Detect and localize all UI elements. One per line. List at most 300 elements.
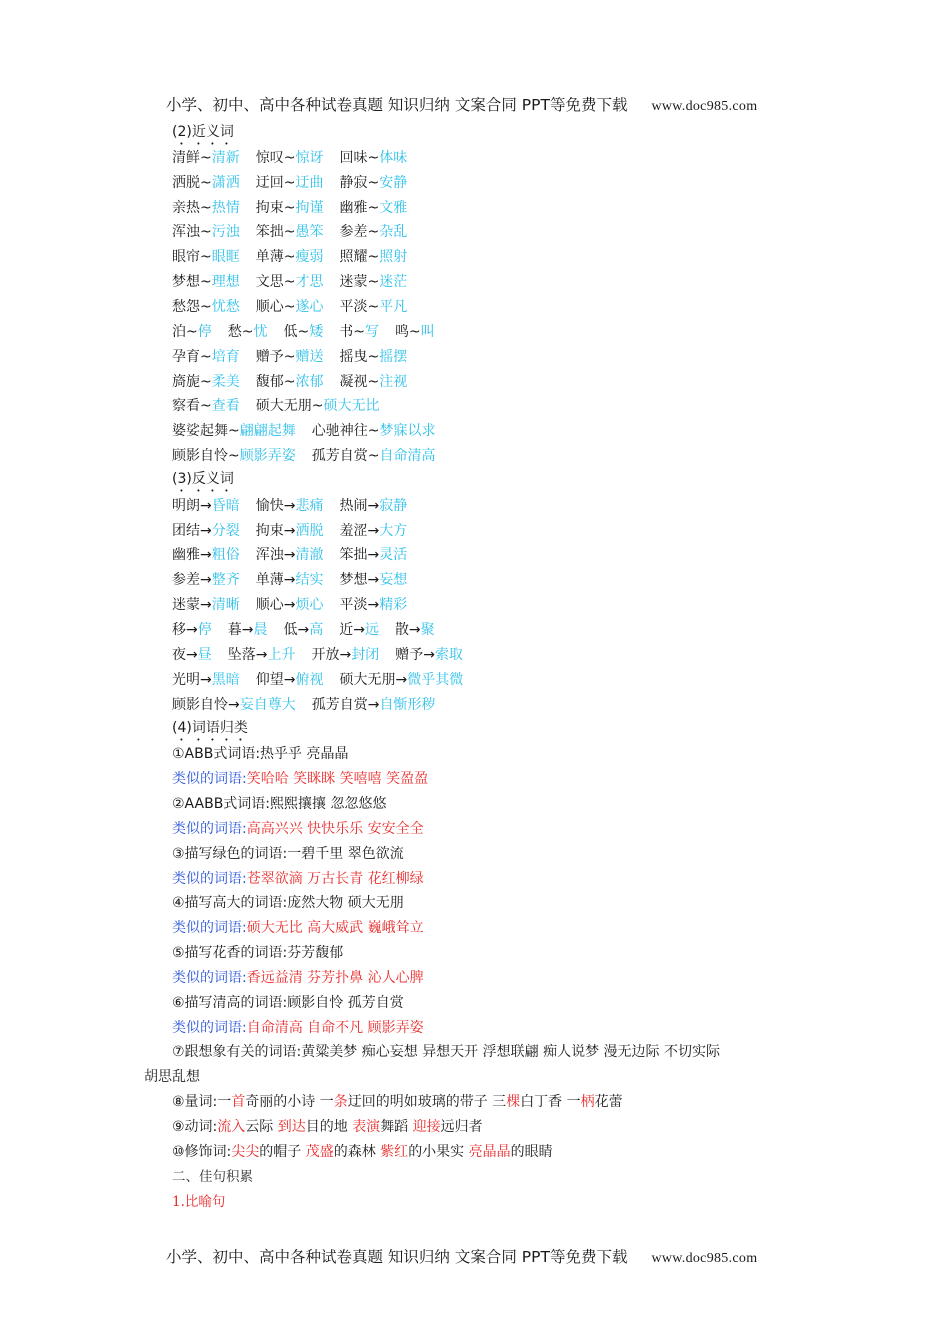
synonyms-answer: 惊讶 bbox=[295, 149, 324, 166]
antonyms-answer: 洒脱 bbox=[295, 522, 324, 539]
synonyms-pair bbox=[172, 297, 240, 317]
synonyms-pair bbox=[256, 247, 324, 267]
antonyms-answer: 远 bbox=[364, 622, 379, 638]
synonyms-word: 亲热~ bbox=[172, 199, 212, 216]
category-head bbox=[172, 844, 404, 864]
synonyms-answer: 体味 bbox=[379, 149, 408, 166]
section-heading: 二、佳句积累 bbox=[172, 1168, 253, 1185]
antonyms-answer: 封闭 bbox=[351, 646, 380, 663]
synonyms-pair bbox=[256, 347, 324, 367]
synonyms-pair bbox=[256, 297, 324, 317]
antonyms-answer: 大方 bbox=[379, 522, 408, 539]
synonyms-word: 愁~ bbox=[227, 323, 254, 340]
similar-words: 硕大无比 高大威武 巍峨耸立 bbox=[246, 920, 424, 937]
synonyms-pair bbox=[256, 198, 324, 218]
synonyms-word: 馥郁~ bbox=[255, 373, 296, 390]
synonyms-pair bbox=[256, 396, 380, 416]
synonyms-word: 幽雅~ bbox=[339, 199, 380, 216]
antonyms-word: 暮→ bbox=[227, 622, 254, 638]
antonyms-word: 平淡→ bbox=[339, 597, 380, 614]
synonyms-pair bbox=[339, 198, 407, 218]
antonyms-word: 低→ bbox=[283, 622, 310, 638]
synonyms-answer: 硕大无比 bbox=[323, 398, 380, 415]
similar-words: 自命清高 自命不凡 顾影弄姿 bbox=[246, 1019, 424, 1036]
synonyms-word: 泊~ bbox=[172, 323, 198, 340]
synonyms-word: 察看~ bbox=[172, 398, 212, 415]
synonyms-row bbox=[172, 421, 451, 441]
synonyms-word: 赠予~ bbox=[255, 348, 296, 365]
antonyms-row bbox=[172, 521, 423, 541]
synonyms-answer: 拘谨 bbox=[295, 199, 324, 216]
antonyms-word: 明朗→ bbox=[172, 497, 212, 514]
synonyms-pair bbox=[172, 148, 240, 168]
antonyms-answer: 烦心 bbox=[295, 597, 324, 614]
synonyms-answer: 愚笨 bbox=[295, 224, 324, 241]
category-head bbox=[172, 794, 386, 814]
similar-label: 类似的词语: bbox=[172, 969, 247, 986]
antonyms-row bbox=[172, 570, 423, 590]
category-similar bbox=[172, 918, 424, 938]
antonyms-answer: 自惭形秽 bbox=[379, 696, 436, 713]
synonyms-word: 迷蒙~ bbox=[339, 274, 380, 291]
antonyms-word: 仰望→ bbox=[255, 671, 296, 688]
synonyms-pair bbox=[312, 421, 436, 441]
synonyms-pair bbox=[339, 173, 407, 193]
category-text: ⑥描写清高的词语:顾影自怜 孤芳自赏 bbox=[172, 994, 404, 1011]
category-similar bbox=[172, 1018, 424, 1038]
antonyms-pair bbox=[172, 620, 212, 640]
synonyms-answer: 瘦弱 bbox=[295, 249, 324, 266]
category-similar bbox=[172, 869, 424, 889]
synonyms-answer: 柔美 bbox=[211, 373, 240, 390]
synonyms-answer: 赠送 bbox=[295, 348, 324, 365]
synonyms-answer: 梦寐以求 bbox=[379, 423, 436, 440]
category-text: ⑤描写花香的词语:芬芳馥郁 bbox=[172, 945, 344, 962]
synonyms-word: 婆娑起舞~ bbox=[172, 423, 240, 440]
imagination-line-cont bbox=[144, 1067, 200, 1087]
synonyms-answer: 潇洒 bbox=[211, 174, 240, 191]
synonyms-pair bbox=[228, 322, 268, 342]
modifiers-segment: 的帽子 bbox=[259, 1143, 306, 1160]
antonyms-pair bbox=[172, 695, 296, 715]
similar-label: 类似的词语: bbox=[172, 820, 247, 837]
synonyms-pair bbox=[256, 148, 324, 168]
antonyms-word: 近→ bbox=[339, 622, 365, 638]
synonyms-word: 顺心~ bbox=[255, 298, 296, 315]
category-text: ②AABB式词语:熙熙攘攘 忽忽悠悠 bbox=[172, 795, 387, 812]
antonyms-title bbox=[172, 469, 234, 495]
measure-segment: 奇丽的小诗 bbox=[245, 1094, 320, 1111]
synonyms-word: 鸣~ bbox=[394, 323, 421, 340]
antonyms-row bbox=[172, 496, 423, 516]
section-title: (3)反义词 bbox=[172, 470, 234, 487]
antonyms-pair bbox=[172, 670, 240, 690]
synonyms-row bbox=[172, 148, 423, 168]
antonyms-word: 顾影自怜→ bbox=[172, 696, 240, 713]
antonyms-word: 顺心→ bbox=[255, 597, 296, 614]
antonyms-answer: 清澈 bbox=[295, 547, 324, 564]
synonyms-word: 凝视~ bbox=[339, 373, 380, 390]
antonyms-word: 迷蒙→ bbox=[172, 597, 212, 614]
similar-label: 类似的词语: bbox=[172, 920, 247, 937]
antonyms-word: 热闹→ bbox=[339, 497, 380, 514]
antonyms-pair bbox=[172, 645, 212, 665]
antonyms-word: 移→ bbox=[172, 622, 198, 638]
synonyms-row bbox=[172, 347, 423, 367]
category-text: ①ABB式词语:热乎乎 亮晶晶 bbox=[172, 746, 349, 763]
antonyms-word: 夜→ bbox=[172, 646, 198, 663]
antonyms-word: 坠落→ bbox=[227, 646, 268, 663]
synonyms-answer: 遂心 bbox=[295, 298, 324, 315]
synonyms-word: 孕育~ bbox=[172, 348, 212, 365]
synonyms-row bbox=[172, 322, 451, 342]
antonyms-word: 梦想→ bbox=[339, 572, 380, 589]
antonyms-row bbox=[172, 545, 423, 565]
antonyms-answer: 结实 bbox=[295, 572, 324, 589]
antonyms-pair bbox=[256, 595, 324, 615]
antonyms-word: 开放→ bbox=[311, 646, 352, 663]
antonyms-word: 硕大无朋→ bbox=[339, 671, 408, 688]
similar-words: 笑哈哈 笑眯眯 笑嘻嘻 笑盈盈 bbox=[246, 771, 429, 788]
measure-line bbox=[172, 1092, 623, 1112]
synonyms-word: 浑浊~ bbox=[172, 224, 212, 241]
antonyms-answer: 精彩 bbox=[379, 597, 408, 614]
antonyms-answer: 寂静 bbox=[379, 497, 408, 514]
section2-title bbox=[172, 1167, 253, 1187]
antonyms-pair bbox=[256, 670, 324, 690]
synonyms-answer: 热情 bbox=[211, 199, 240, 216]
antonyms-word: 笨拙→ bbox=[339, 547, 380, 564]
synonyms-answer: 自命清高 bbox=[379, 448, 436, 465]
antonyms-row bbox=[172, 695, 451, 715]
similar-label: 类似的词语: bbox=[172, 1019, 247, 1036]
antonyms-answer: 妄自尊大 bbox=[239, 696, 296, 713]
modifiers-segment: 尖尖 bbox=[231, 1143, 260, 1160]
synonyms-answer: 迂曲 bbox=[295, 174, 324, 191]
synonyms-pair bbox=[256, 173, 324, 193]
similar-words: 香远益清 芬芳扑鼻 沁人心脾 bbox=[246, 969, 424, 986]
synonyms-answer: 翩翩起舞 bbox=[239, 423, 296, 440]
antonyms-pair bbox=[172, 545, 240, 565]
synonyms-word: 迂回~ bbox=[255, 174, 296, 191]
synonyms-pair bbox=[339, 222, 407, 242]
antonyms-pair bbox=[256, 570, 324, 590]
synonyms-word: 拘束~ bbox=[255, 199, 296, 216]
synonyms-word: 旖旎~ bbox=[172, 373, 212, 390]
imagination-text: ⑦跟想象有关的词语:黄粱美梦 痴心妄想 异想天开 浮想联翩 痴人说梦 漫无边际 不切实际 bbox=[172, 1044, 720, 1061]
synonyms-word: 眼帘~ bbox=[172, 249, 212, 266]
measure-segment: 首 bbox=[231, 1094, 246, 1111]
verbs-segment: 表演 bbox=[352, 1119, 381, 1135]
antonyms-pair bbox=[339, 521, 407, 541]
synonyms-word: 照耀~ bbox=[339, 249, 380, 266]
synonyms-answer: 迷茫 bbox=[379, 274, 408, 291]
synonyms-answer: 清新 bbox=[211, 149, 240, 166]
synonyms-pair bbox=[339, 247, 407, 267]
imagination-text-cont: 胡思乱想 bbox=[144, 1069, 200, 1086]
synonyms-word: 参差~ bbox=[339, 224, 380, 241]
antonyms-answer: 微乎其微 bbox=[407, 671, 464, 688]
antonyms-answer: 妄想 bbox=[379, 572, 408, 589]
imagination-line bbox=[172, 1042, 720, 1062]
antonyms-pair bbox=[339, 496, 407, 516]
footer-text: 小学、初中、高中各种试卷真题 知识归纳 文案合同 PPT等免费下载 bbox=[166, 1248, 628, 1266]
antonyms-pair bbox=[283, 620, 323, 640]
synonyms-row bbox=[172, 396, 395, 416]
antonyms-pair bbox=[339, 545, 407, 565]
synonyms-word: 惊叹~ bbox=[255, 149, 296, 166]
antonyms-word: 孤芳自赏→ bbox=[311, 696, 380, 713]
antonyms-pair bbox=[256, 496, 324, 516]
synonyms-answer: 摇摆 bbox=[379, 348, 408, 365]
antonyms-row bbox=[172, 595, 423, 615]
antonyms-answer: 粗俗 bbox=[211, 547, 240, 564]
antonyms-pair bbox=[172, 496, 240, 516]
synonyms-row bbox=[172, 297, 423, 317]
antonyms-pair bbox=[256, 521, 324, 541]
antonyms-answer: 索取 bbox=[434, 646, 463, 663]
antonyms-answer: 黑暗 bbox=[211, 671, 240, 688]
synonyms-answer: 才思 bbox=[295, 274, 324, 291]
similar-label: 类似的词语: bbox=[172, 870, 247, 887]
antonyms-word: 拘束→ bbox=[255, 522, 296, 539]
synonyms-pair bbox=[172, 222, 240, 242]
verbs-line bbox=[172, 1117, 483, 1137]
synonyms-answer: 忧愁 bbox=[211, 298, 240, 315]
category-head bbox=[172, 993, 404, 1013]
section2-sub bbox=[172, 1192, 225, 1212]
antonyms-answer: 整齐 bbox=[211, 572, 240, 589]
measure-segment: 一 bbox=[319, 1094, 334, 1111]
antonyms-pair bbox=[395, 645, 463, 665]
synonyms-pair bbox=[283, 322, 323, 342]
antonyms-pair bbox=[339, 670, 463, 690]
measure-segment: 柄 bbox=[580, 1094, 595, 1111]
antonyms-word: 赠予→ bbox=[395, 646, 435, 663]
synonyms-answer: 培育 bbox=[211, 348, 240, 365]
synonyms-pair bbox=[172, 173, 240, 193]
synonyms-answer: 文雅 bbox=[379, 199, 408, 216]
synonyms-answer: 照射 bbox=[379, 249, 408, 266]
synonyms-word: 文思~ bbox=[255, 274, 296, 291]
header-text: 小学、初中、高中各种试卷真题 知识归纳 文案合同 PPT等免费下载 bbox=[166, 96, 628, 114]
antonyms-answer: 昼 bbox=[197, 646, 212, 663]
modifiers-segment: 的眼睛 bbox=[510, 1143, 553, 1160]
category-head bbox=[172, 943, 343, 963]
synonyms-row bbox=[172, 446, 451, 466]
synonyms-word: 书~ bbox=[339, 323, 365, 340]
modifiers-segment: 亮晶晶 bbox=[468, 1143, 511, 1160]
antonyms-word: 单薄→ bbox=[255, 572, 296, 589]
antonyms-word: 羞涩→ bbox=[339, 522, 380, 539]
modifiers-segment: 的小果实 bbox=[408, 1143, 469, 1160]
similar-words: 高高兴兴 快快乐乐 安安全全 bbox=[246, 820, 424, 837]
synonyms-pair bbox=[312, 446, 436, 466]
section-title: (2)近义词 bbox=[172, 124, 234, 140]
synonyms-word: 愁怨~ bbox=[172, 298, 212, 315]
synonyms-pair bbox=[395, 322, 435, 342]
modifiers-line bbox=[172, 1142, 553, 1162]
header-url[interactable]: www.doc985.com bbox=[651, 99, 758, 114]
synonyms-answer: 污浊 bbox=[211, 224, 240, 241]
page-footer bbox=[166, 1245, 757, 1267]
modifiers-segment: ⑩修饰词: bbox=[172, 1143, 232, 1160]
synonyms-pair bbox=[172, 247, 240, 267]
measure-segment: 白丁香 一 bbox=[520, 1094, 581, 1111]
synonyms-word: 硕大无朋~ bbox=[255, 398, 324, 415]
antonyms-pair bbox=[228, 645, 296, 665]
antonyms-answer: 灵活 bbox=[379, 547, 408, 564]
antonyms-pair bbox=[312, 695, 436, 715]
modifiers-segment: 紫红 bbox=[380, 1143, 409, 1160]
synonyms-pair bbox=[339, 272, 407, 292]
synonyms-word: 梦想~ bbox=[172, 274, 212, 291]
synonyms-pair bbox=[339, 322, 379, 342]
antonyms-answer: 聚 bbox=[420, 622, 435, 638]
antonyms-answer: 清晰 bbox=[211, 597, 240, 614]
synonyms-answer: 理想 bbox=[211, 274, 240, 291]
synonyms-pair bbox=[172, 446, 296, 466]
synonyms-pair bbox=[339, 347, 407, 367]
antonyms-pair bbox=[339, 595, 407, 615]
synonyms-word: 摇曳~ bbox=[339, 348, 380, 365]
synonyms-pair bbox=[172, 272, 240, 292]
section-title: (4)词语归类 bbox=[172, 720, 248, 737]
synonyms-pair bbox=[256, 222, 324, 242]
modifiers-segment: 茂盛 bbox=[305, 1143, 334, 1160]
synonyms-answer: 浓郁 bbox=[295, 373, 324, 390]
antonyms-answer: 悲痛 bbox=[295, 497, 324, 514]
synonyms-row bbox=[172, 222, 423, 242]
antonyms-word: 团结→ bbox=[172, 522, 212, 539]
synonyms-pair bbox=[339, 297, 407, 317]
synonyms-pair bbox=[172, 347, 240, 367]
antonyms-answer: 晨 bbox=[253, 622, 268, 638]
synonyms-word: 笨拙~ bbox=[255, 224, 296, 241]
antonyms-word: 参差→ bbox=[172, 572, 212, 589]
antonyms-answer: 高 bbox=[309, 622, 324, 638]
antonyms-pair bbox=[311, 645, 379, 665]
synonyms-answer: 平凡 bbox=[379, 298, 408, 315]
synonyms-row bbox=[172, 272, 423, 292]
category-similar bbox=[172, 769, 428, 789]
synonyms-pair bbox=[172, 372, 240, 392]
measure-segment: ⑧量词: bbox=[172, 1094, 218, 1111]
category-similar bbox=[172, 968, 424, 988]
synonyms-answer: 安静 bbox=[379, 174, 408, 191]
synonyms-title bbox=[172, 122, 234, 148]
synonyms-answer: 顾影弄姿 bbox=[239, 448, 296, 465]
verbs-segment: 到达 bbox=[277, 1119, 306, 1135]
synonyms-word: 低~ bbox=[283, 323, 310, 340]
verbs-segment: 目的地 bbox=[305, 1119, 353, 1135]
synonyms-pair bbox=[172, 396, 240, 416]
page-header bbox=[166, 93, 757, 115]
antonyms-answer: 上升 bbox=[267, 646, 296, 663]
antonyms-pair bbox=[172, 521, 240, 541]
synonyms-word: 清鲜~ bbox=[172, 149, 212, 166]
footer-url[interactable]: www.doc985.com bbox=[651, 1251, 758, 1266]
synonyms-pair bbox=[172, 198, 240, 218]
antonyms-pair bbox=[172, 570, 240, 590]
modifiers-segment: 的森林 bbox=[333, 1143, 381, 1160]
synonyms-word: 孤芳自赏~ bbox=[311, 448, 380, 465]
antonyms-pair bbox=[228, 620, 268, 640]
measure-segment: 棵 bbox=[506, 1094, 521, 1111]
antonyms-word: 愉快→ bbox=[255, 497, 296, 514]
antonyms-word: 散→ bbox=[394, 622, 421, 638]
synonyms-pair bbox=[256, 272, 324, 292]
antonyms-answer: 昏暗 bbox=[211, 497, 240, 514]
measure-segment: 迂回的明如玻璃的带子 三 bbox=[347, 1094, 507, 1111]
measure-segment: 条 bbox=[333, 1094, 348, 1111]
synonyms-answer: 眼眶 bbox=[211, 249, 240, 266]
category-head bbox=[172, 744, 349, 764]
synonyms-answer: 注视 bbox=[379, 373, 408, 390]
antonyms-pair bbox=[172, 595, 240, 615]
synonyms-row bbox=[172, 247, 423, 267]
synonyms-word: 心驰神往~ bbox=[311, 423, 380, 440]
antonyms-pair bbox=[339, 620, 379, 640]
synonyms-row bbox=[172, 173, 423, 193]
verbs-segment: 远归者 bbox=[440, 1119, 483, 1135]
synonyms-word: 洒脱~ bbox=[172, 174, 212, 191]
antonyms-answer: 俯视 bbox=[295, 671, 324, 688]
synonyms-answer: 矮 bbox=[309, 323, 324, 340]
category-head bbox=[172, 893, 404, 913]
synonyms-answer: 忧 bbox=[253, 323, 268, 340]
category-similar bbox=[172, 819, 424, 839]
antonyms-answer: 分裂 bbox=[211, 522, 240, 539]
measure-segment: 一 bbox=[217, 1094, 232, 1111]
similar-label: 类似的词语: bbox=[172, 771, 247, 788]
synonyms-answer: 停 bbox=[197, 323, 212, 340]
synonyms-answer: 杂乱 bbox=[379, 224, 408, 241]
antonyms-word: 光明→ bbox=[172, 671, 212, 688]
synonyms-word: 单薄~ bbox=[255, 249, 296, 266]
synonyms-word: 回味~ bbox=[339, 149, 380, 166]
antonyms-row bbox=[172, 670, 479, 690]
category-text: ④描写高大的词语:庞然大物 硕大无朋 bbox=[172, 895, 404, 912]
similar-words: 苍翠欲滴 万古长青 花红柳绿 bbox=[246, 870, 424, 887]
category-text: ③描写绿色的词语:一碧千里 翠色欲流 bbox=[172, 845, 404, 862]
synonyms-pair bbox=[172, 421, 296, 441]
synonyms-answer: 查看 bbox=[211, 398, 240, 415]
verbs-segment: 迎接 bbox=[412, 1119, 441, 1135]
synonyms-pair bbox=[339, 148, 407, 168]
verbs-segment: 云际 bbox=[245, 1119, 278, 1135]
synonyms-word: 静寂~ bbox=[339, 174, 380, 191]
synonyms-pair bbox=[172, 322, 212, 342]
synonyms-pair bbox=[339, 372, 407, 392]
antonyms-word: 幽雅→ bbox=[172, 547, 212, 564]
synonyms-pair bbox=[256, 372, 324, 392]
synonyms-word: 顾影自怜~ bbox=[172, 448, 240, 465]
verbs-segment: ⑨动词: bbox=[172, 1119, 218, 1135]
antonyms-pair bbox=[339, 570, 407, 590]
antonyms-word: 浑浊→ bbox=[255, 547, 296, 564]
synonyms-answer: 写 bbox=[364, 323, 379, 340]
subsection-heading: 1.比喻句 bbox=[172, 1193, 226, 1210]
measure-segment: 花蕾 bbox=[594, 1094, 623, 1111]
antonyms-row bbox=[172, 645, 479, 665]
antonyms-row bbox=[172, 620, 451, 640]
verbs-segment: 舞蹈 bbox=[380, 1119, 413, 1135]
synonyms-answer: 叫 bbox=[420, 323, 435, 340]
synonyms-row bbox=[172, 198, 423, 218]
synonyms-row bbox=[172, 372, 423, 392]
synonyms-word: 平淡~ bbox=[339, 298, 380, 315]
